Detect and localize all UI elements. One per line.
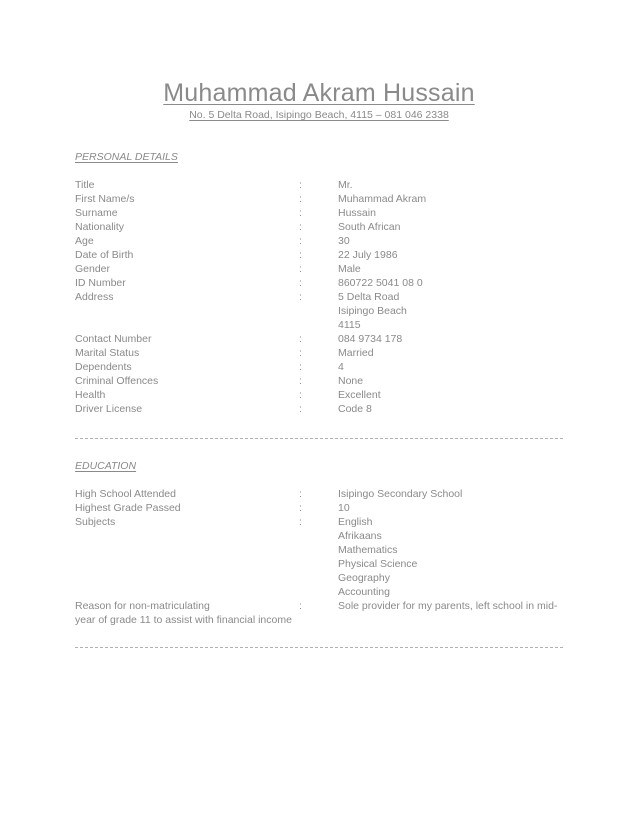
detail-colon: : (299, 249, 302, 261)
detail-row-dependents (75, 360, 565, 374)
detail-colon: : (299, 193, 302, 205)
education-heading: EDUCATION (75, 460, 137, 472)
detail-label: Address (75, 291, 114, 303)
detail-value: 860722 5041 08 0 (338, 277, 423, 289)
detail-row-health (75, 388, 565, 402)
detail-row-nationality (75, 220, 565, 234)
detail-label: Criminal Offences (75, 375, 159, 387)
detail-colon: : (299, 516, 302, 528)
detail-label: Contact Number (75, 333, 152, 345)
detail-label: Reason for non-matriculating (75, 600, 210, 612)
subject-text: Physical Science (338, 558, 418, 570)
detail-row-id-number (75, 276, 565, 290)
subject-item (75, 571, 565, 585)
detail-colon: : (299, 291, 302, 303)
detail-value: Code 8 (338, 403, 372, 415)
personal-details-heading: PERSONAL DETAILS (75, 151, 178, 163)
detail-row-contact-number (75, 332, 565, 346)
detail-colon: : (299, 263, 302, 275)
detail-colon: : (299, 375, 302, 387)
detail-value: Sole provider for my parents, left school in mid- (338, 600, 558, 612)
detail-value: Male (338, 263, 361, 275)
detail-colon: : (299, 502, 302, 514)
detail-colon: : (299, 347, 302, 359)
detail-row-address (75, 290, 565, 304)
address-line (75, 318, 565, 332)
address-line (75, 304, 565, 318)
education-row-highest-grade (75, 501, 565, 515)
detail-label: Title (75, 179, 95, 191)
detail-label: Subjects (75, 516, 116, 528)
education-row-subjects (75, 515, 565, 529)
detail-value: Isipingo Secondary School (338, 488, 463, 500)
detail-label: High School Attended (75, 488, 176, 500)
detail-colon: : (299, 403, 302, 415)
detail-row-criminal-offences (75, 374, 565, 388)
detail-value: 22 July 1986 (338, 249, 398, 261)
education-row-high-school (75, 487, 565, 501)
detail-colon: : (299, 277, 302, 289)
detail-colon: : (299, 333, 302, 345)
detail-row-date-of-birth (75, 248, 565, 262)
address-line-text: Isipingo Beach (338, 305, 407, 317)
detail-value: Mr. (338, 179, 353, 191)
reason-continuation (75, 613, 565, 627)
education-row-reason (75, 599, 565, 613)
detail-label: Nationality (75, 221, 125, 233)
detail-label: Highest Grade Passed (75, 502, 181, 514)
detail-value: Hussain (338, 207, 376, 219)
detail-row-surname (75, 206, 565, 220)
detail-value: 10 (338, 502, 350, 514)
detail-value: 4 (338, 361, 344, 373)
detail-row-gender (75, 262, 565, 276)
contact-line: No. 5 Delta Road, Isipingo Beach, 4115 – 081 046 2338 (189, 109, 449, 121)
detail-row-title (75, 178, 565, 192)
detail-value: None (338, 375, 364, 387)
detail-value: Excellent (338, 389, 381, 401)
detail-label: Surname (75, 207, 118, 219)
candidate-name: Muhammad Akram Hussain (163, 79, 475, 107)
subject-item (75, 557, 565, 571)
section-divider (75, 647, 563, 648)
detail-row-marital-status (75, 346, 565, 360)
detail-row-age (75, 234, 565, 248)
detail-colon: : (299, 207, 302, 219)
detail-colon: : (299, 389, 302, 401)
subject-item (75, 529, 565, 543)
detail-label: Health (75, 389, 106, 401)
detail-colon: : (299, 221, 302, 233)
detail-value: Married (338, 347, 374, 359)
subject-text: Afrikaans (338, 530, 382, 542)
detail-value: South African (338, 221, 401, 233)
detail-label: Date of Birth (75, 249, 134, 261)
detail-label: ID Number (75, 277, 126, 289)
detail-label: Age (75, 235, 94, 247)
detail-colon: : (299, 361, 302, 373)
detail-colon: : (299, 600, 302, 612)
detail-colon: : (299, 179, 302, 191)
detail-label: Dependents (75, 361, 132, 373)
detail-row-driver-license (75, 402, 565, 416)
detail-value: 5 Delta Road (338, 291, 400, 303)
detail-label: Marital Status (75, 347, 140, 359)
subject-item (75, 543, 565, 557)
detail-label: First Name/s (75, 193, 135, 205)
detail-label: Driver License (75, 403, 143, 415)
detail-colon: : (299, 235, 302, 247)
subject-text: Geography (338, 572, 390, 584)
detail-value: English (338, 516, 373, 528)
detail-colon: : (299, 488, 302, 500)
subject-text: Accounting (338, 586, 390, 598)
reason-continuation-text: year of grade 11 to assist with financial income (75, 614, 292, 626)
detail-label: Gender (75, 263, 111, 275)
detail-value: Muhammad Akram (338, 193, 427, 205)
section-divider (75, 438, 563, 439)
detail-value: 084 9734 178 (338, 333, 403, 345)
detail-value: 30 (338, 235, 350, 247)
subject-text: Mathematics (338, 544, 398, 556)
address-line-text: 4115 (338, 319, 361, 331)
subject-item (75, 585, 565, 599)
detail-row-first-name (75, 192, 565, 206)
